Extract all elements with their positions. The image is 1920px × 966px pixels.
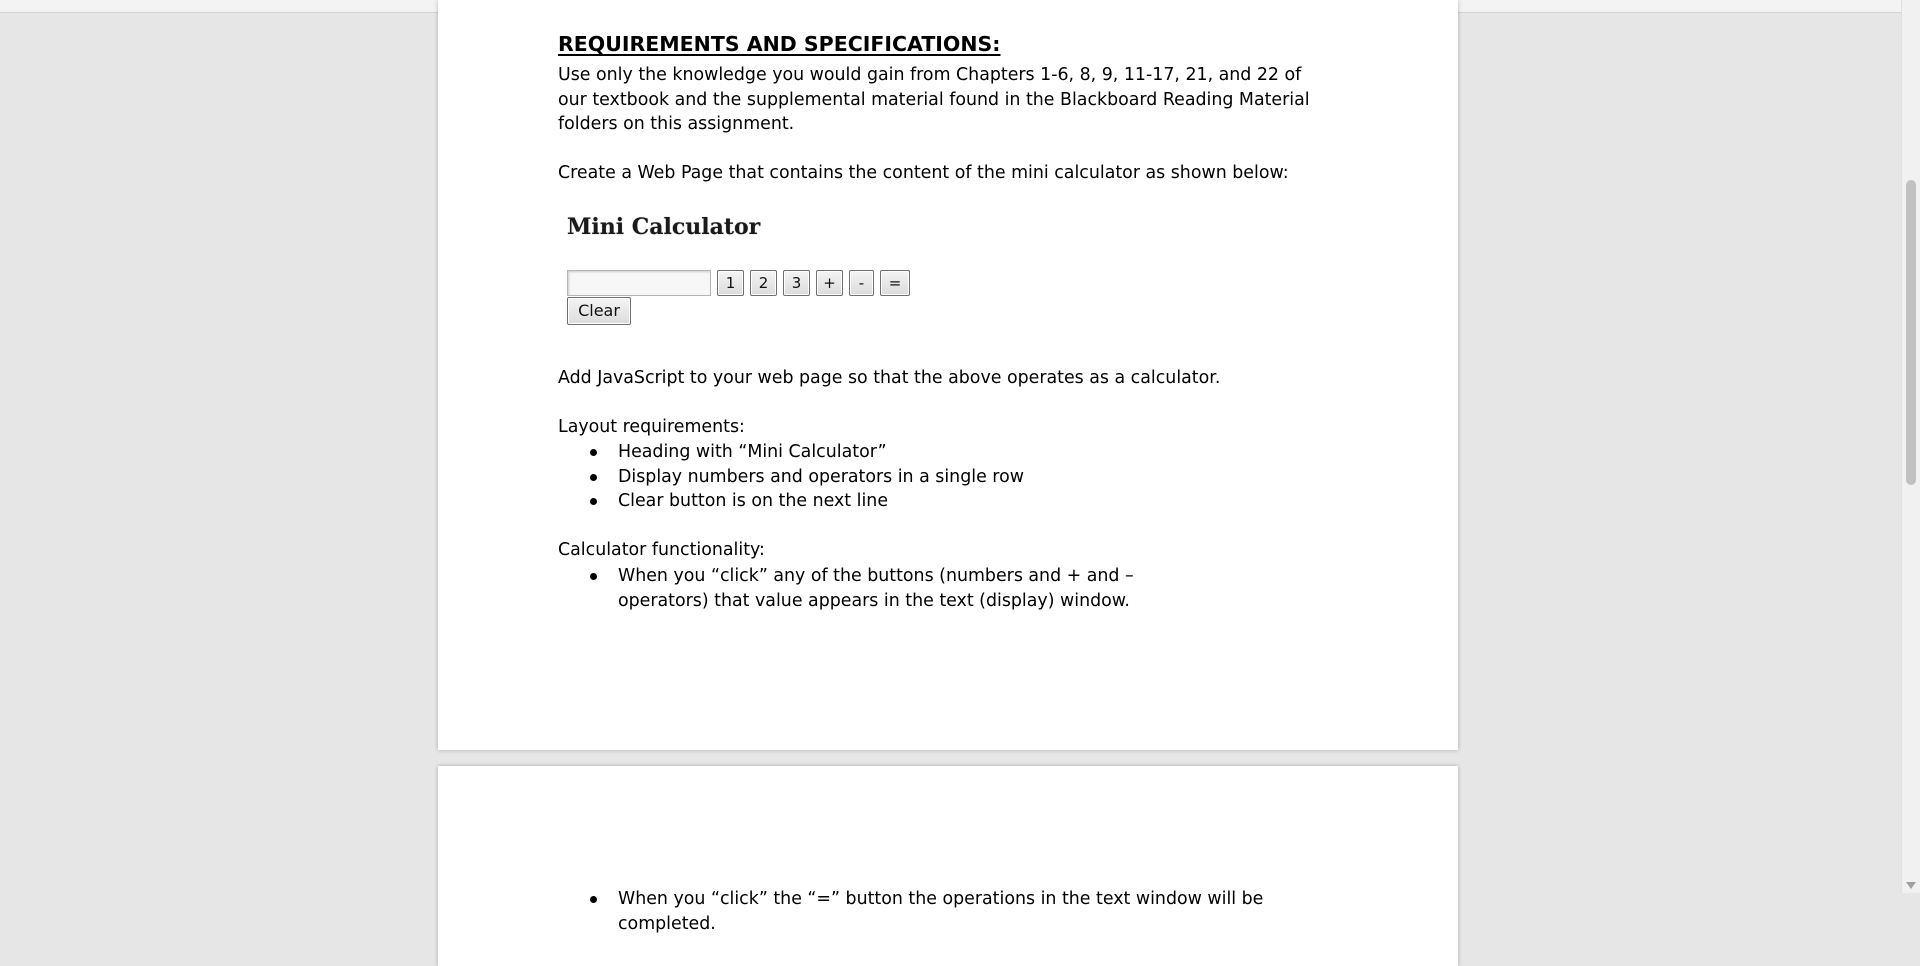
calculator-title: Mini Calculator bbox=[567, 214, 761, 240]
list-item: Display numbers and operators in a single row bbox=[558, 465, 1338, 490]
scrollbar-thumb[interactable] bbox=[1906, 180, 1916, 485]
section-heading: REQUIREMENTS AND SPECIFICATIONS: bbox=[558, 32, 1001, 56]
calc-button-minus: - bbox=[849, 270, 874, 296]
list-item: Heading with “Mini Calculator” bbox=[558, 440, 1338, 465]
document-page-1 bbox=[438, 0, 1458, 750]
bullet-icon bbox=[590, 449, 597, 456]
create-instruction: Create a Web Page that contains the content of the mini calculator as shown below: bbox=[558, 163, 1289, 183]
calc-button-3: 3 bbox=[783, 270, 810, 296]
list-item: When you “click” the “=” button the operations in the text window will be completed. bbox=[558, 887, 1358, 936]
calc-button-equals: = bbox=[880, 270, 910, 296]
intro-paragraph: Use only the knowledge you would gain from Chapters 1-6, 8, 9, 11-17, 21, and 22 of our textbook and the supplemental material found in the Blackboard Reading Material folders on this assignment. bbox=[558, 65, 1310, 134]
document-page-2 bbox=[438, 766, 1458, 966]
list-item: Clear button is on the next line bbox=[558, 489, 1338, 514]
bullet-icon bbox=[590, 896, 597, 903]
bullet-icon bbox=[590, 573, 597, 580]
calc-button-2: 2 bbox=[750, 270, 777, 296]
layout-list bbox=[558, 440, 1338, 514]
chevron-down-icon[interactable] bbox=[1906, 882, 1916, 889]
calculator-row bbox=[567, 268, 916, 298]
bullet-icon bbox=[590, 498, 597, 505]
functionality-heading: Calculator functionality: bbox=[558, 540, 765, 560]
calc-clear-button: Clear bbox=[567, 297, 631, 325]
vertical-scrollbar[interactable] bbox=[1901, 0, 1920, 893]
bullet-icon bbox=[590, 474, 597, 481]
document-viewer bbox=[0, 13, 1902, 934]
layout-heading: Layout requirements: bbox=[558, 417, 745, 437]
list-item: When you “click” any of the buttons (numbers and + and – operators) that value appears in the text (display) window. bbox=[558, 564, 1208, 613]
javascript-instruction: Add JavaScript to your web page so that the above operates as a calculator. bbox=[558, 368, 1221, 388]
functionality-list-continued bbox=[558, 887, 1358, 936]
calc-button-1: 1 bbox=[717, 270, 744, 296]
functionality-list bbox=[558, 564, 1208, 613]
calc-button-plus: + bbox=[816, 270, 843, 296]
calculator-display bbox=[567, 270, 711, 296]
